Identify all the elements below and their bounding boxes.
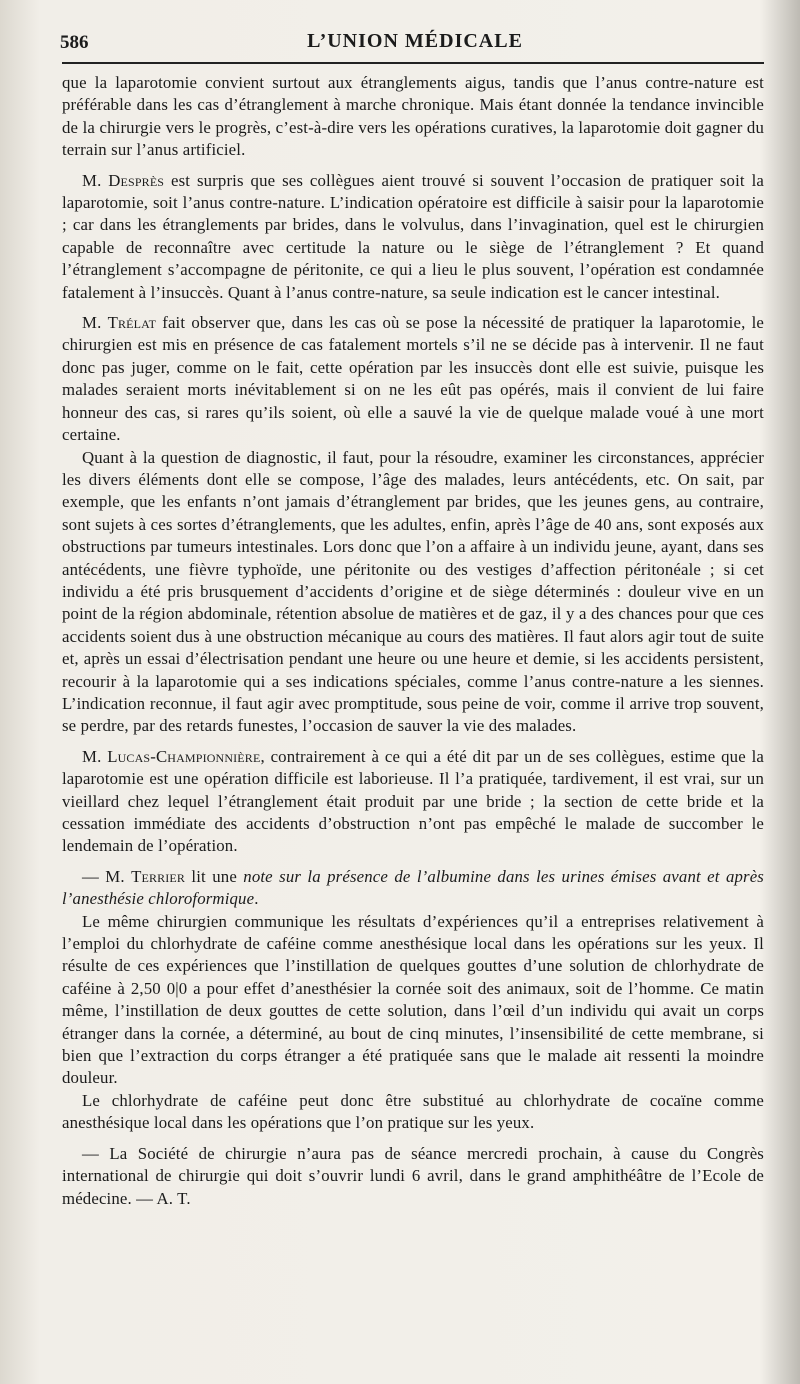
paragraph-text: . — [254, 889, 259, 909]
speaker-prefix: — M. — [82, 866, 132, 886]
paragraph-text: , contrairement à ce qui a été dit par un de ses collègues, estime que la laparotomie est une opération difficile est laborieuse. Il l’a pratiquée, tardivement, il est vrai, sur un vieillard chez lequel l’étranglement était produit par une bride ; la section de cette bride et la cessation immédiate des accidents d’obstruction n’ont pas empêché le malade de succomber le lendemain de l’opération. — [62, 746, 764, 856]
note-title: note sur la présence de l’albumine dans les urines émises avant et après l’anesthésie chloroformique — [62, 866, 764, 909]
paragraph-terrier — [62, 866, 764, 911]
page-number: 586 — [60, 32, 89, 53]
paragraph-text: — La Société de chirurgie n’aura pas de séance mercredi prochain, à cause du Congrès international de chirurgie qui doit s’ouvrir lundi 6 avril, dans le grand amphithéâtre de l’Ecole de médecine. — A. T. — [62, 1143, 764, 1208]
paragraph-text: est surpris que ses collègues aient trouvé si souvent l’occasion de pratiquer soit la laparotomie, soit l’anus contre-nature. L’indication opératoire est difficile à saisir pour la laparotomie ; car dans les étranglements par brides, dans le volvulus, dans l’invagination, quel est le chirurgien capable de reconnaître avec certitude la nature ou le siège de l’étranglement ? Et quand l’étranglement s’accompagne de péritonite, ce qui a lieu le plus souvent, l’opération est condamnée fatalement à l’insuccès. Quant à l’anus contre-nature, sa seule indication est le cancer intestinal. — [62, 170, 764, 302]
paragraph-lucas-championniere — [62, 746, 764, 858]
speaker-name: Lucas-Championnière — [107, 746, 261, 766]
speaker-name: Desprès — [108, 170, 165, 190]
paragraph-cafeine-conclusion — [62, 1090, 764, 1135]
paragraph-text: Le même chirurgien communique les résultats d’expériences qu’il a entreprises relativement à l’emploi du chlorhydrate de caféine comme anesthésique local dans les opérations sur les yeux. Il résulte de ces expériences que l’instillation de quelques gouttes d’une solution de chlorhydrate de caféine à 2,50 0|0 a pour effet d’anesthésier la cornée soit des animaux, soit de l’homme. Ce matin même, l’instillation de deux gouttes de cette solution, dans l’œil d’un individu qui avait un corps étranger dans la cornée, a déterminé, au bout de cinq minutes, l’insensibilité de cette membrane, si bien que l’extraction du corps étranger a été pratiquée sans que le malade ait ressenti la moindre douleur. — [62, 911, 764, 1088]
article-body — [62, 72, 764, 1210]
speaker-name: Terrier — [131, 866, 186, 886]
paragraph-announcement — [62, 1143, 764, 1210]
paragraph-text: lit une — [185, 866, 244, 886]
paragraph-text: Quant à la question de diagnostic, il faut, pour la résoudre, examiner les circonstances, apprécier les divers éléments dont elle se compose, l’âge des malades, leurs antécédents, etc. On sait, par exemple, que les enfants n’ont jamais d’étranglement par brides, que les jeunes gens, au contraire, sont sujets à ces sortes d’étranglements, que les adultes, enfin, après l’âge de 40 ans, sont exposés aux obstructions par tumeurs intestinales. Lors donc que l’on a affaire à un individu jeune, ayant, dans ses antécédents, une fièvre typhoïde, une péritonite ou des vestiges d’affection péritonéale ; si cet individu a été pris brusquement d’accidents d’origine et de siège déterminés : douleur vive en un point de la région abdominale, rétention absolue de matières et de gaz, il y a des chances pour que ces accidents soient dus à une obstruction mécanique au cours des matières. Il faut alors agir tout de suite et, après un essai d’électrisation pendant une heure ou une heure et demie, si les accidents persistent, recourir à la laparotomie qui a ses indications spéciales, comme l’anus contre-nature a les siennes. L’indication reconnue, il faut agir avec promptitude, sous peine de voir, comme il arrive trop souvent, se perdre, par des retards funestes, l’occasion de sauver la vie des malades. — [62, 447, 764, 736]
paragraph-text: Le chlorhydrate de caféine peut donc être substitué au chlorhydrate de cocaïne comme anesthésique local dans les opérations que l’on pratique sur les yeux. — [62, 1090, 764, 1133]
paragraph-cafeine-experiments — [62, 911, 764, 1090]
running-title: L’UNION MÉDICALE — [307, 30, 523, 52]
paragraph-diagnostic — [62, 447, 764, 738]
paragraph-despres — [62, 170, 764, 304]
page-header — [50, 28, 780, 58]
paragraph-text: que la laparotomie convient surtout aux étranglements aigus, tandis que l’anus contre-nature est préférable dans les cas d’étranglement à marche chronique. Mais étant donnée la tendance invincible de la chirurgie vers le progrès, c’est-à-dire vers les opérations curatives, la laparotomie doit gagner du terrain sur l’anus artificiel. — [62, 73, 764, 160]
speaker-prefix: M. — [82, 746, 108, 766]
paragraph-trelat — [62, 312, 764, 446]
paragraph-text: fait observer que, dans les cas où se pose la nécessité de pratiquer la laparotomie, le chirurgien est mis en présence de cas fatalement mortels s’il ne se décide pas à intervenir. Il ne faut donc pas juger, comme on le fait, cette opération par les insuccès dont elle est suivie, puisque les malades seraient morts inévitablement si on ne les eût pas opérés, mais il convient de lui faire honneur des cas, si rares qu’ils soient, où elle a sauvé la vie de quelque malade voué à une mort certaine. — [62, 313, 764, 445]
speaker-prefix: M. — [82, 313, 108, 333]
paragraph-continuation — [62, 72, 764, 162]
speaker-name: Trélat — [107, 313, 157, 333]
header-rule — [62, 62, 764, 64]
speaker-prefix: M. — [82, 170, 109, 190]
